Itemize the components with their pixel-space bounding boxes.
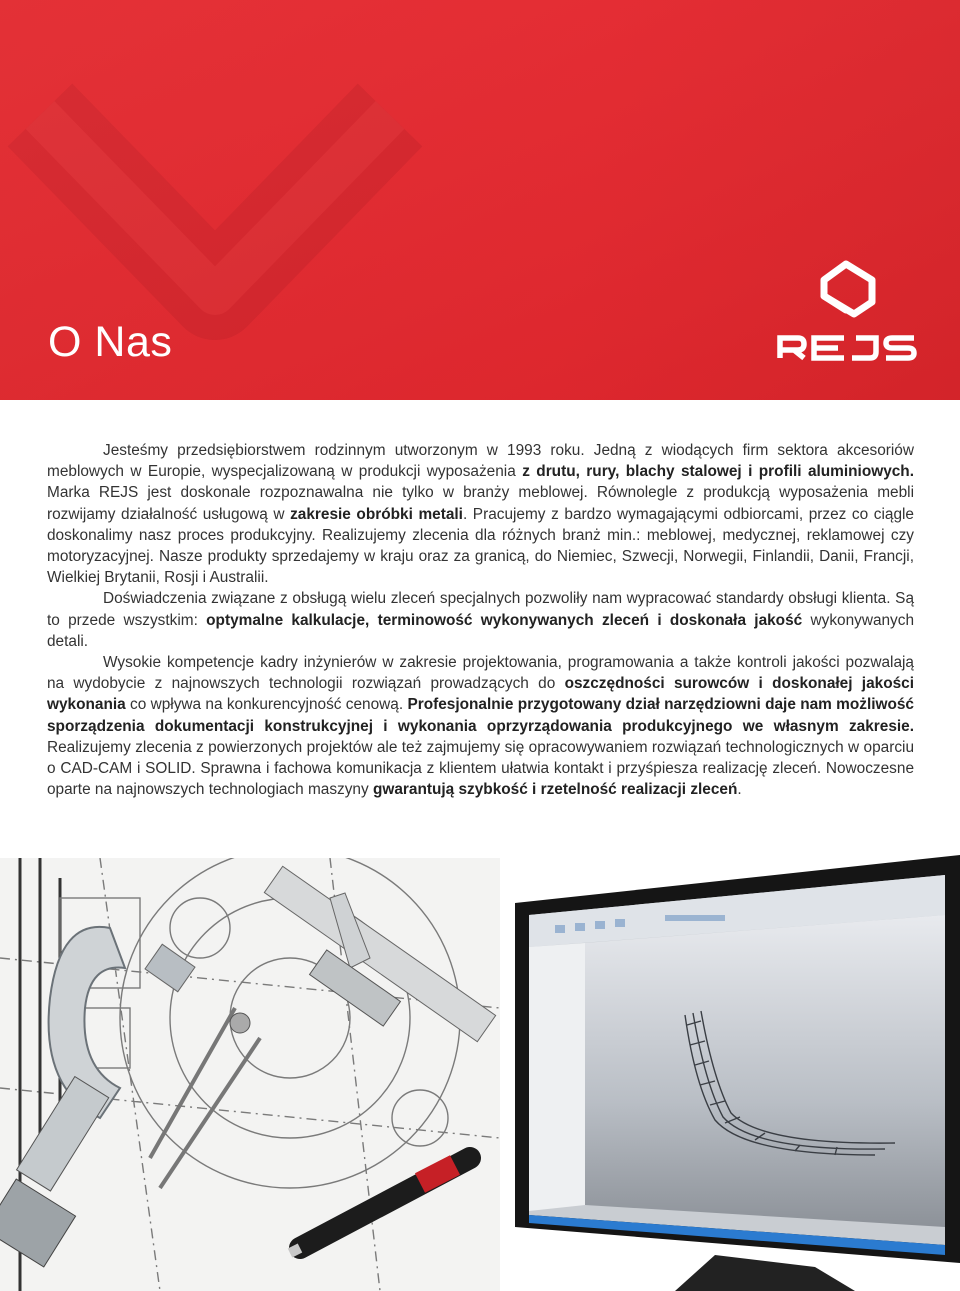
text-run: wykonywanych detali. (47, 611, 915, 650)
paragraph-standards (47, 588, 914, 652)
rejs-logo[interactable] (772, 258, 920, 368)
bold-text-run: z drutu, rury, blachy stalowej i profili aluminiowych. (522, 463, 914, 481)
text-run: Marka REJS jest doskonale rozpoznawalna nie tylko w branży meblowej. Równolegle z produkcją wyposażenia mebli rozwijamy działalność usługową w (47, 484, 914, 523)
text-run: Doświadczenia związane z obsługą wielu zleceń specjalnych pozwoliły nam wypracować standardy obsługi klienta. Są to przede wszystkim: (47, 590, 914, 629)
rejs-wordmark (780, 338, 914, 358)
header-banner (0, 0, 960, 400)
bold-text-run: Profesjonalnie przygotowany dział narzędziowni daje nam możliwość sporządzenia dokumentacji konstrukcyjnej i wykonania oprzyrządowania produkcyjnego we własnym zakresie. (47, 696, 914, 735)
bold-text-run: zakresie obróbki metali (290, 505, 463, 523)
text-run: . Pracujemy z bardzo wymagającymi odbiorcami, przez co ciągle doskonalimy nasz proces produkcyjny. Realizujemy zlecenia dla różnych branż min.: meblowej, medycznej, reklamowej czy motoryzacyjnej. Nasze produkty sprzedajemy w kraju oraz za granicą, do Niemiec, Szwecji, Norwegii, Finlandii, Danii, Francji, Wielkiej Brytanii, Rosji i Australii. (47, 505, 914, 587)
technical-drawing-photo (0, 858, 500, 1291)
text-run: Realizujemy zlecenia z powierzonych projektów ale też zajmujemy się opracowywaniem rozwiązań technologicznych w oparciu o CAD-CAM i SOLID. Sprawna i fachowa komunikacja z klientem ułatwia kontakt i przyśpiesza realizację zleceń. Nowoczesne oparte na najnowszych technologiach maszyny (47, 738, 914, 799)
text-run: co wpływa na konkurencyjność cenową. (125, 696, 408, 714)
paragraph-history (47, 440, 914, 588)
paragraph-competences (47, 652, 914, 800)
cad-monitor-photo (515, 855, 960, 1291)
text-run: Wysokie kompetencje kadry inżynierów w zakresie projektowania, programowania a także kontroli jakości pozwalają na wydobycie z najnowszych technologii rozwiązań prowadzących do (47, 654, 914, 693)
rejs-logo-icon (824, 264, 872, 314)
technical-drawing-with-tools-photo (0, 858, 500, 1291)
text-run: . (737, 781, 742, 799)
bold-text-run: optymalne kalkulacje, terminowość wykonywanych zleceń i doskonała jakość (206, 611, 803, 629)
cad-monitor-photo-art (515, 855, 960, 1291)
page-title: O Nas (48, 318, 173, 366)
bold-text-run: gwarantują szybkość i rzetelność realizacji zleceń (372, 781, 738, 799)
text-run: Jesteśmy przedsiębiorstwem rodzinnym utworzonym w 1993 roku. Jedną z wiodących firm sektora akcesoriów meblowych w Europie, wyspecjalizowaną w produkcji wyposażenia (47, 442, 914, 481)
bold-text-run: oszczędności surowców i doskonałej jakości wykonania (47, 675, 914, 714)
about-text (47, 440, 914, 800)
